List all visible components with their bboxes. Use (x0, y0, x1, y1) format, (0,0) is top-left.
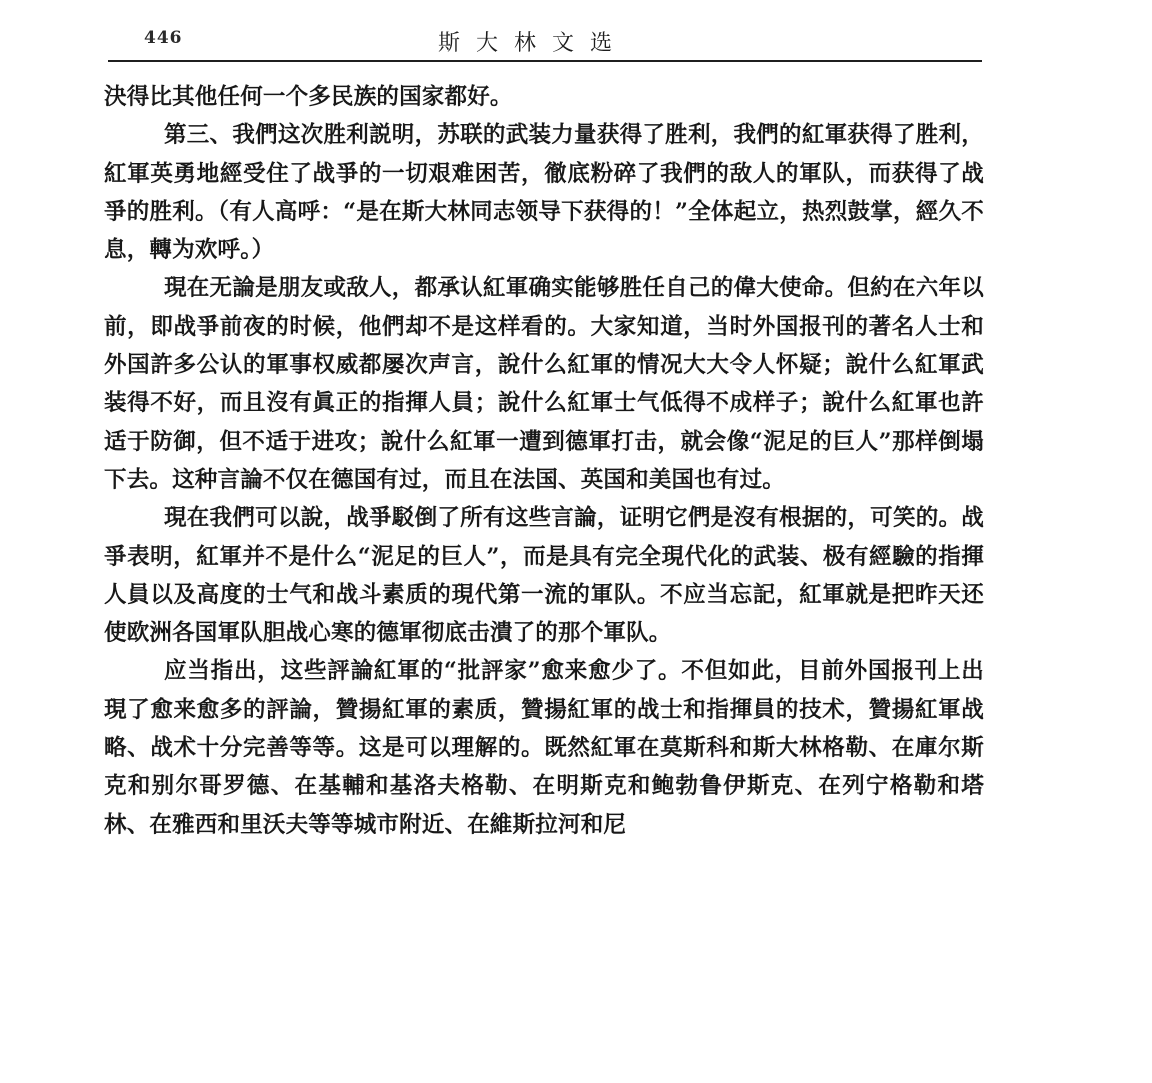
page-number: 446 (144, 28, 183, 48)
body-text (104, 78, 984, 844)
paragraph-war-refuted: 現在我們可以說，战爭駁倒了所有这些言論，证明它們是沒有根据的，可笑的。战爭表明，紅軍并不是什么“泥足的巨人”，而是具有完全現代化的武装、极有經驗的指揮人員以及高度的士气和战斗素质的現代第一流的軍队。不应当忘記，紅軍就是把昨天还使欧洲各国軍队胆战心寒的德軍彻底击潰了的那个軍队。 (104, 505, 984, 647)
paragraph-critics-before-war: 現在无論是朋友或敌人，都承认紅軍确实能够胜任自己的偉大使命。但約在六年以前，即战爭前夜的时候，他們却不是这样看的。大家知道，当时外国报刊的著名人士和外国許多公认的軍事权威都屡次声言，說什么紅軍的情况大大令人怀疑；說什么紅軍武装得不好，而且沒有眞正的指揮人員；說什么紅軍士气低得不成样子；說什么紅軍也許适于防御，但不适于进攻；說什么紅軍一遭到德軍打击，就会像“泥足的巨人”那样倒塌下去。这种言論不仅在德国有过，而且在法国、英国和美国也有过。 (104, 275, 984, 493)
paragraph-victory-armed-forces: 第三、我們这次胜利説明，苏联的武装力量获得了胜利，我們的紅軍获得了胜利，紅軍英勇地經受住了战爭的一切艰难困苦，徹底粉碎了我們的敌人的軍队，而获得了战爭的胜利。（有人高呼：“是在斯大林同志领导下获得的！”全体起立，热烈鼓掌，經久不息，轉为欢呼。） (104, 122, 984, 264)
page-header (108, 24, 980, 60)
running-title: 斯大林文选 (438, 31, 629, 56)
paragraph-fewer-critics: 应当指出，这些評論紅軍的“批評家”愈来愈少了。不但如此，目前外国报刊上出現了愈来愈多的評論，贊揚紅軍的素质，贊揚紅軍的战士和指揮員的技术，贊揚紅軍战略、战术十分完善等等。这是可以理解的。既然紅軍在莫斯科和斯大林格勒、在庫尔斯克和别尔哥罗德、在基輔和基洛夫格勒、在明斯克和鲍勃鲁伊斯克、在列宁格勒和塔林、在雅西和里沃夫等等城市附近、在維斯拉河和尼 (104, 658, 984, 838)
paragraph-continuation: 決得比其他任何一个多民族的国家都好。 (104, 84, 513, 110)
header-divider (108, 60, 982, 62)
